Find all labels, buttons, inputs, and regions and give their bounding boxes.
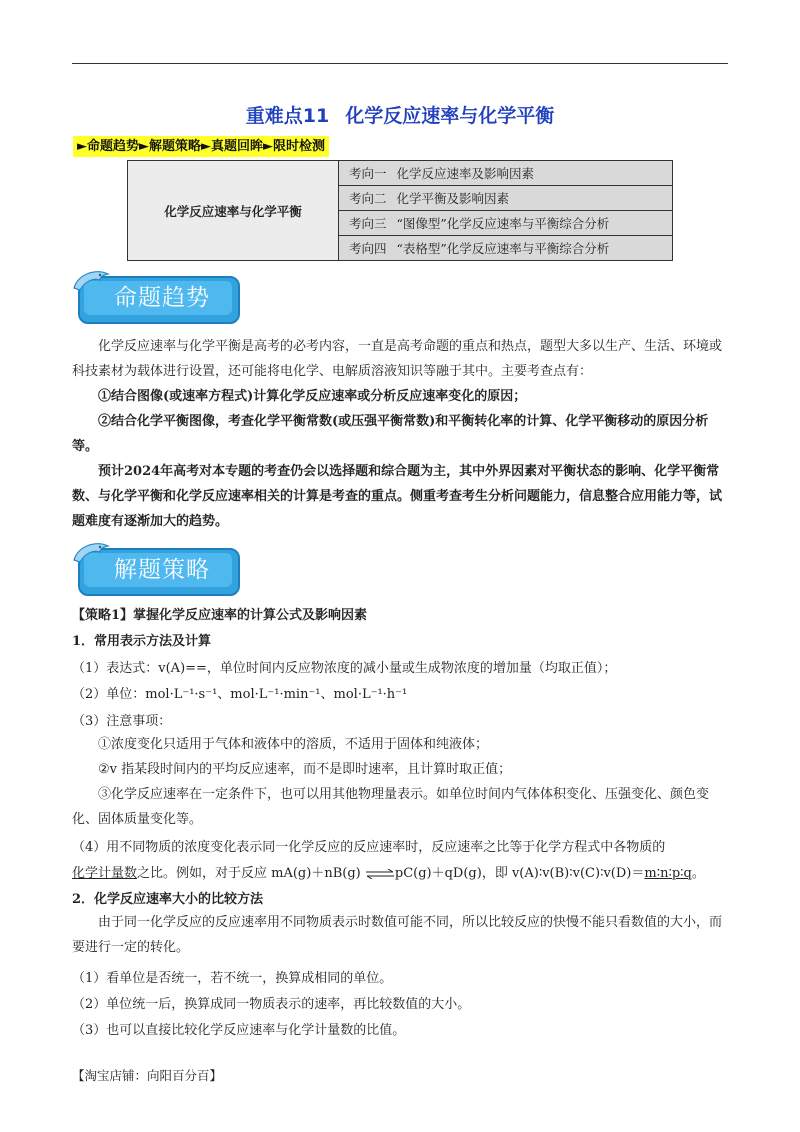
direction-label: 考向二 xyxy=(349,191,387,206)
ratio-products: pC(g)＋qD(g)，即 v(A)∶v(B)∶v(C)∶v(D)＝ xyxy=(394,866,645,881)
ratio-example: 之比。例如，对于反应 mA(g)＋nB(g) xyxy=(137,866,361,881)
direction-text: “表格型”化学反应速率与平衡综合分析 xyxy=(396,241,610,256)
direction-label: 考向三 xyxy=(349,216,387,231)
notes-title: （3）注意事项： xyxy=(72,714,172,729)
note-3: ③化学反应速率在一定条件下，也可以用其他物理量表示。如单位时间内气体体积变化、压强变化、颜色变化、固体质量变化等。 xyxy=(72,787,710,827)
trend-forecast: 预计2024年高考对本专题的考查仍会以选择题和综合题为主，其中外界因素对平衡状态的影响、化学平衡常数、与化学平衡和化学反应速率相关的计算是考查的重点。侧重考查考生分析问题能力，信息整合应用能力等，试题难度有逐渐加大的趋势。 xyxy=(72,464,723,529)
section-2-title: 2．化学反应速率大小的比较方法 xyxy=(72,892,264,907)
title-number: 重难点11 xyxy=(245,105,330,127)
direction-row xyxy=(339,186,673,211)
footer-shop: 【淘宝店铺：向阳百分百】 xyxy=(72,1068,223,1083)
ratio-result: m∶n∶p∶q xyxy=(644,866,692,881)
direction-text: “图像型”化学反应速率与平衡综合分析 xyxy=(396,216,610,231)
nav-review[interactable]: ►真题回眸 xyxy=(201,139,263,154)
compare-step-1: （1）看单位是否统一，若不统一，换算成相同的单位。 xyxy=(72,971,393,986)
ratio-end: 。 xyxy=(691,866,705,881)
unit-line: （2）单位：mol·L⁻¹·s⁻¹、mol·L⁻¹·min⁻¹、mol·L⁻¹·h⁻¹ xyxy=(72,687,408,702)
direction-label: 考向一 xyxy=(349,166,387,181)
note-2: ②v 指某段时间内的平均反应速率，而不是即时速率，且计算时取正值； xyxy=(98,762,512,777)
section-nav xyxy=(73,136,329,157)
trend-point-1: ①结合图像(或速率方程式)计算化学反应速率或分析反应速率变化的原因； xyxy=(98,389,527,404)
title-text: 化学反应速率与化学平衡 xyxy=(345,105,555,127)
compare-step-2: （2）单位统一后，换算成同一物质表示的速率，再比较数值的大小。 xyxy=(72,997,471,1012)
equilibrium-arrow-icon xyxy=(365,869,395,879)
nav-strategy[interactable]: ►解题策略 xyxy=(139,139,201,154)
ratio-line-2 xyxy=(72,862,732,881)
header-rule xyxy=(72,63,728,64)
compare-intro: 由于同一化学反应的反应速率用不同物质表示时数值可能不同，所以比较反应的快慢不能只看数值的大小，而要进行一定的转化。 xyxy=(72,915,723,955)
compare-step-3: （3）也可以直接比较化学反应速率与化学计量数的比值。 xyxy=(72,1023,406,1038)
ratio-line-1: （4）用不同物质的浓度变化表示同一化学反应的反应速率时，反应速率之比等于化学方程式中各物质的 xyxy=(72,840,666,855)
direction-row xyxy=(339,236,673,261)
nav-trend[interactable]: ►命题趋势 xyxy=(77,139,139,154)
topic-outline-table xyxy=(127,160,673,261)
badge-trend-label: 命题趋势 xyxy=(114,285,210,311)
nav-test[interactable]: ►限时检测 xyxy=(263,139,325,154)
formula-line: （1）表达式：v(A)==，单位时间内反应物浓度的减小量或生成物浓度的增加量（均取正值）； xyxy=(72,661,617,676)
trend-point-2: ②结合化学平衡图像，考查化学平衡常数(或压强平衡常数)和平衡转化率的计算、化学平衡移动的原因分析等。 xyxy=(72,414,709,454)
note-1: ①浓度变化只适用于气体和液体中的溶质，不适用于固体和纯液体； xyxy=(98,737,489,752)
badge-trend xyxy=(70,266,242,324)
direction-row xyxy=(339,211,673,236)
direction-row xyxy=(339,161,673,186)
page-title xyxy=(0,101,800,128)
strategy-heading: 【策略1】掌握化学反应速率的计算公式及影响因素 xyxy=(72,608,368,623)
direction-text: 化学平衡及影响因素 xyxy=(396,191,510,206)
direction-label: 考向四 xyxy=(349,241,387,256)
badge-strategy xyxy=(70,538,242,596)
ratio-keyword: 化学计量数 xyxy=(72,866,138,881)
outline-topic: 化学反应速率与化学平衡 xyxy=(128,161,339,261)
section-1-title: 1．常用表示方法及计算 xyxy=(72,634,212,649)
badge-strategy-label: 解题策略 xyxy=(114,557,210,583)
trend-paragraph-1: 化学反应速率与化学平衡是高考的必考内容，一直是高考命题的重点和热点，题型大多以生产、生活、环境或科技素材为载体进行设置，还可能将电化学、电解质溶液知识等融于其中。主要考查点有： xyxy=(72,339,723,379)
direction-text: 化学反应速率及影响因素 xyxy=(396,166,535,181)
